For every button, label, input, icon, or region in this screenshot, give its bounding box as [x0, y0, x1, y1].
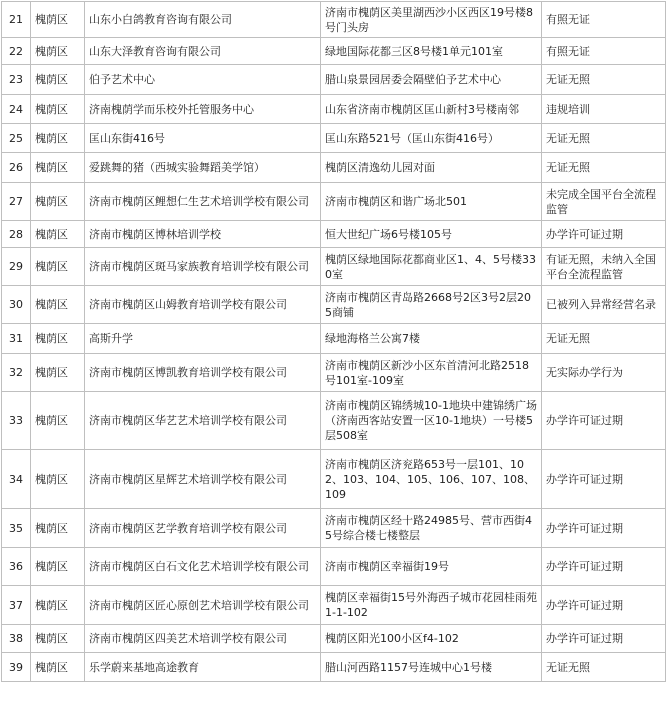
address-cell: 恒大世纪广场6号楼105号	[321, 221, 542, 248]
table-row	[2, 153, 666, 183]
status-cell: 无实际办学行为	[542, 354, 666, 392]
address-cell: 腊山河西路1157号连城中心1号楼	[321, 653, 542, 682]
district-cell: 槐荫区	[31, 548, 85, 586]
row-number: 34	[2, 450, 31, 509]
row-number: 32	[2, 354, 31, 392]
district-cell: 槐荫区	[31, 65, 85, 95]
address-cell: 济南市槐荫区经十路24985号、营市西街45号综合楼七楼整层	[321, 509, 542, 548]
institution-name-cell: 济南市槐荫区星辉艺术培训学校有限公司	[85, 450, 321, 509]
status-cell: 未完成全国平台全流程监管	[542, 183, 666, 221]
table-row	[2, 392, 666, 450]
row-number: 23	[2, 65, 31, 95]
table-row	[2, 450, 666, 509]
table-row	[2, 324, 666, 354]
institution-name-cell: 济南槐荫学而乐校外托管服务中心	[85, 95, 321, 124]
institution-name-cell: 济南市槐荫区白石文化艺术培训学校有限公司	[85, 548, 321, 586]
institution-table	[1, 1, 666, 682]
status-cell: 违规培训	[542, 95, 666, 124]
row-number: 39	[2, 653, 31, 682]
row-number: 35	[2, 509, 31, 548]
status-cell: 无证无照	[542, 65, 666, 95]
institution-name-cell: 高斯升学	[85, 324, 321, 354]
row-number: 29	[2, 248, 31, 286]
status-cell: 有照无证	[542, 38, 666, 65]
row-number: 21	[2, 2, 31, 38]
table-row	[2, 183, 666, 221]
table-row	[2, 548, 666, 586]
status-cell: 无证无照	[542, 653, 666, 682]
district-cell: 槐荫区	[31, 286, 85, 324]
address-cell: 山东省济南市槐荫区匡山新村3号楼南邻	[321, 95, 542, 124]
table-row	[2, 221, 666, 248]
address-cell: 绿地国际花都三区8号楼1单元101室	[321, 38, 542, 65]
institution-name-cell: 济南市槐荫区斑马家族教育培训学校有限公司	[85, 248, 321, 286]
institution-name-cell: 伯予艺术中心	[85, 65, 321, 95]
institution-name-cell: 爱跳舞的猪（西城实验舞蹈美学馆）	[85, 153, 321, 183]
institution-name-cell: 乐学蔚来基地高途教育	[85, 653, 321, 682]
district-cell: 槐荫区	[31, 653, 85, 682]
district-cell: 槐荫区	[31, 221, 85, 248]
row-number: 33	[2, 392, 31, 450]
district-cell: 槐荫区	[31, 450, 85, 509]
institution-name-cell: 济南市槐荫区四美艺术培训学校有限公司	[85, 625, 321, 653]
status-cell: 有照无证	[542, 2, 666, 38]
table-body	[2, 2, 666, 682]
district-cell: 槐荫区	[31, 354, 85, 392]
table-row	[2, 286, 666, 324]
address-cell: 槐荫区阳光100小区f4-102	[321, 625, 542, 653]
table-row	[2, 354, 666, 392]
address-cell: 匡山东路521号（匡山东街416号）	[321, 124, 542, 153]
address-cell: 济南市槐荫区新沙小区东首清河北路2518号101室-109室	[321, 354, 542, 392]
district-cell: 槐荫区	[31, 586, 85, 625]
institution-name-cell: 济南市槐荫区匠心原创艺术培训学校有限公司	[85, 586, 321, 625]
district-cell: 槐荫区	[31, 38, 85, 65]
district-cell: 槐荫区	[31, 392, 85, 450]
table-row	[2, 509, 666, 548]
institution-name-cell: 山东大泽教育咨询有限公司	[85, 38, 321, 65]
table-row	[2, 653, 666, 682]
address-cell: 济南市槐荫区济兖路653号一层101、102、103、104、105、106、107、108、109	[321, 450, 542, 509]
institution-name-cell: 济南市槐荫区鲤想仁生艺术培训学校有限公司	[85, 183, 321, 221]
status-cell: 已被列入异常经营名录	[542, 286, 666, 324]
row-number: 31	[2, 324, 31, 354]
address-cell: 济南市槐荫区锦绣城10-1地块中建锦绣广场（济南西客站安置一区10-1地块）一号楼5层508室	[321, 392, 542, 450]
address-cell: 腊山泉景园居委会隔壁伯予艺术中心	[321, 65, 542, 95]
status-cell: 办学许可证过期	[542, 221, 666, 248]
status-cell: 无证无照	[542, 324, 666, 354]
table-row	[2, 65, 666, 95]
table-row	[2, 586, 666, 625]
institution-name-cell: 济南市槐荫区艺学教育培训学校有限公司	[85, 509, 321, 548]
district-cell: 槐荫区	[31, 2, 85, 38]
status-cell: 无证无照	[542, 153, 666, 183]
row-number: 36	[2, 548, 31, 586]
address-cell: 绿地海格兰公寓7楼	[321, 324, 542, 354]
status-cell: 办学许可证过期	[542, 450, 666, 509]
institution-name-cell: 济南市槐荫区华艺艺术培训学校有限公司	[85, 392, 321, 450]
table-row	[2, 124, 666, 153]
district-cell: 槐荫区	[31, 95, 85, 124]
address-cell: 济南市槐荫区美里湖西沙小区西区19号楼8号门头房	[321, 2, 542, 38]
district-cell: 槐荫区	[31, 183, 85, 221]
status-cell: 办学许可证过期	[542, 392, 666, 450]
row-number: 28	[2, 221, 31, 248]
row-number: 38	[2, 625, 31, 653]
status-cell: 办学许可证过期	[542, 548, 666, 586]
row-number: 26	[2, 153, 31, 183]
status-cell: 办学许可证过期	[542, 509, 666, 548]
institution-name-cell: 山东小白鸽教育咨询有限公司	[85, 2, 321, 38]
status-cell: 无证无照	[542, 124, 666, 153]
row-number: 30	[2, 286, 31, 324]
district-cell: 槐荫区	[31, 324, 85, 354]
address-cell: 济南市槐荫区幸福街19号	[321, 548, 542, 586]
institution-name-cell: 匡山东街416号	[85, 124, 321, 153]
table-row	[2, 38, 666, 65]
institution-name-cell: 济南市槐荫区山姆教育培训学校有限公司	[85, 286, 321, 324]
address-cell: 槐荫区清逸幼儿园对面	[321, 153, 542, 183]
address-cell: 槐荫区幸福街15号外海西子城市花园桂雨苑1-1-102	[321, 586, 542, 625]
table-row	[2, 248, 666, 286]
status-cell: 有证无照，未纳入全国平台全流程监管	[542, 248, 666, 286]
table-row	[2, 2, 666, 38]
district-cell: 槐荫区	[31, 625, 85, 653]
address-cell: 济南市槐荫区和谐广场北501	[321, 183, 542, 221]
table-row	[2, 625, 666, 653]
institution-name-cell: 济南市槐荫区博林培训学校	[85, 221, 321, 248]
institution-name-cell: 济南市槐荫区博凯教育培训学校有限公司	[85, 354, 321, 392]
row-number: 27	[2, 183, 31, 221]
status-cell: 办学许可证过期	[542, 586, 666, 625]
district-cell: 槐荫区	[31, 153, 85, 183]
district-cell: 槐荫区	[31, 509, 85, 548]
row-number: 24	[2, 95, 31, 124]
address-cell: 槐荫区绿地国际花都商业区1、4、5号楼330室	[321, 248, 542, 286]
row-number: 22	[2, 38, 31, 65]
row-number: 37	[2, 586, 31, 625]
row-number: 25	[2, 124, 31, 153]
table-row	[2, 95, 666, 124]
district-cell: 槐荫区	[31, 124, 85, 153]
address-cell: 济南市槐荫区青岛路2668号2区3号2层205商铺	[321, 286, 542, 324]
district-cell: 槐荫区	[31, 248, 85, 286]
status-cell: 办学许可证过期	[542, 625, 666, 653]
